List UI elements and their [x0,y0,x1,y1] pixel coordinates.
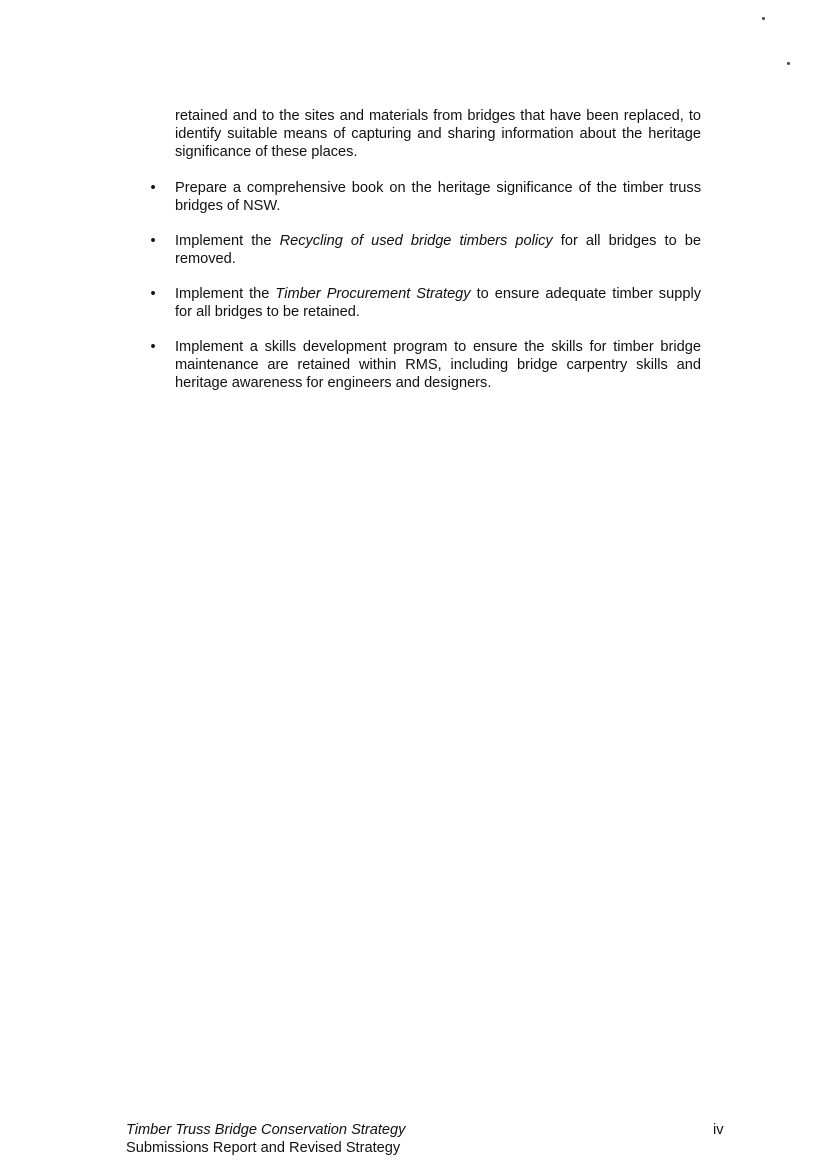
footer [126,1121,405,1157]
bullet-text [175,180,701,214]
bullet-icon: • [150,233,156,249]
text-run: Prepare a comprehensive book on the heritage significance of the timber truss bridges of NSW. [175,180,701,214]
emphasized-title: Recycling of used bridge timbers policy [279,233,553,249]
footer-subtitle: Submissions Report and Revised Strategy [126,1140,401,1156]
text-run: Implement the [175,233,280,249]
footer-title: Timber Truss Bridge Conservation Strategy [126,1122,406,1138]
bullet-icon: • [150,286,156,302]
emphasized-title: Timber Procurement Strategy [275,286,471,302]
bullet-item [150,285,701,321]
bullet-item [150,179,701,215]
text-run: Implement the [175,286,276,302]
text-run: for all bridges to be removed. [175,233,701,267]
intro-paragraph: retained and to the sites and materials from bridges that have been replaced, to identify suitable means of capturing and sharing information about the heritage significance of these places. [175,108,701,160]
bullet-text [175,286,701,320]
bullet-icon: • [150,180,156,196]
page-number: iv [713,1122,724,1138]
bullet-list [150,179,701,392]
bullet-text [175,339,701,391]
bullet-text [175,233,701,267]
text-run: Implement a skills development program to ensure the skills for timber bridge maintenance are retained within RMS, including bridge carpentry skills and heritage awareness for engineers and designers. [175,339,701,391]
text-run: to ensure adequate timber supply for all bridges to be retained. [175,286,701,320]
bullet-icon: • [150,339,156,355]
scan-speck [762,17,765,20]
body-content [150,107,701,409]
scan-speck [787,62,790,65]
bullet-item [150,338,701,392]
bullet-item [150,232,701,268]
